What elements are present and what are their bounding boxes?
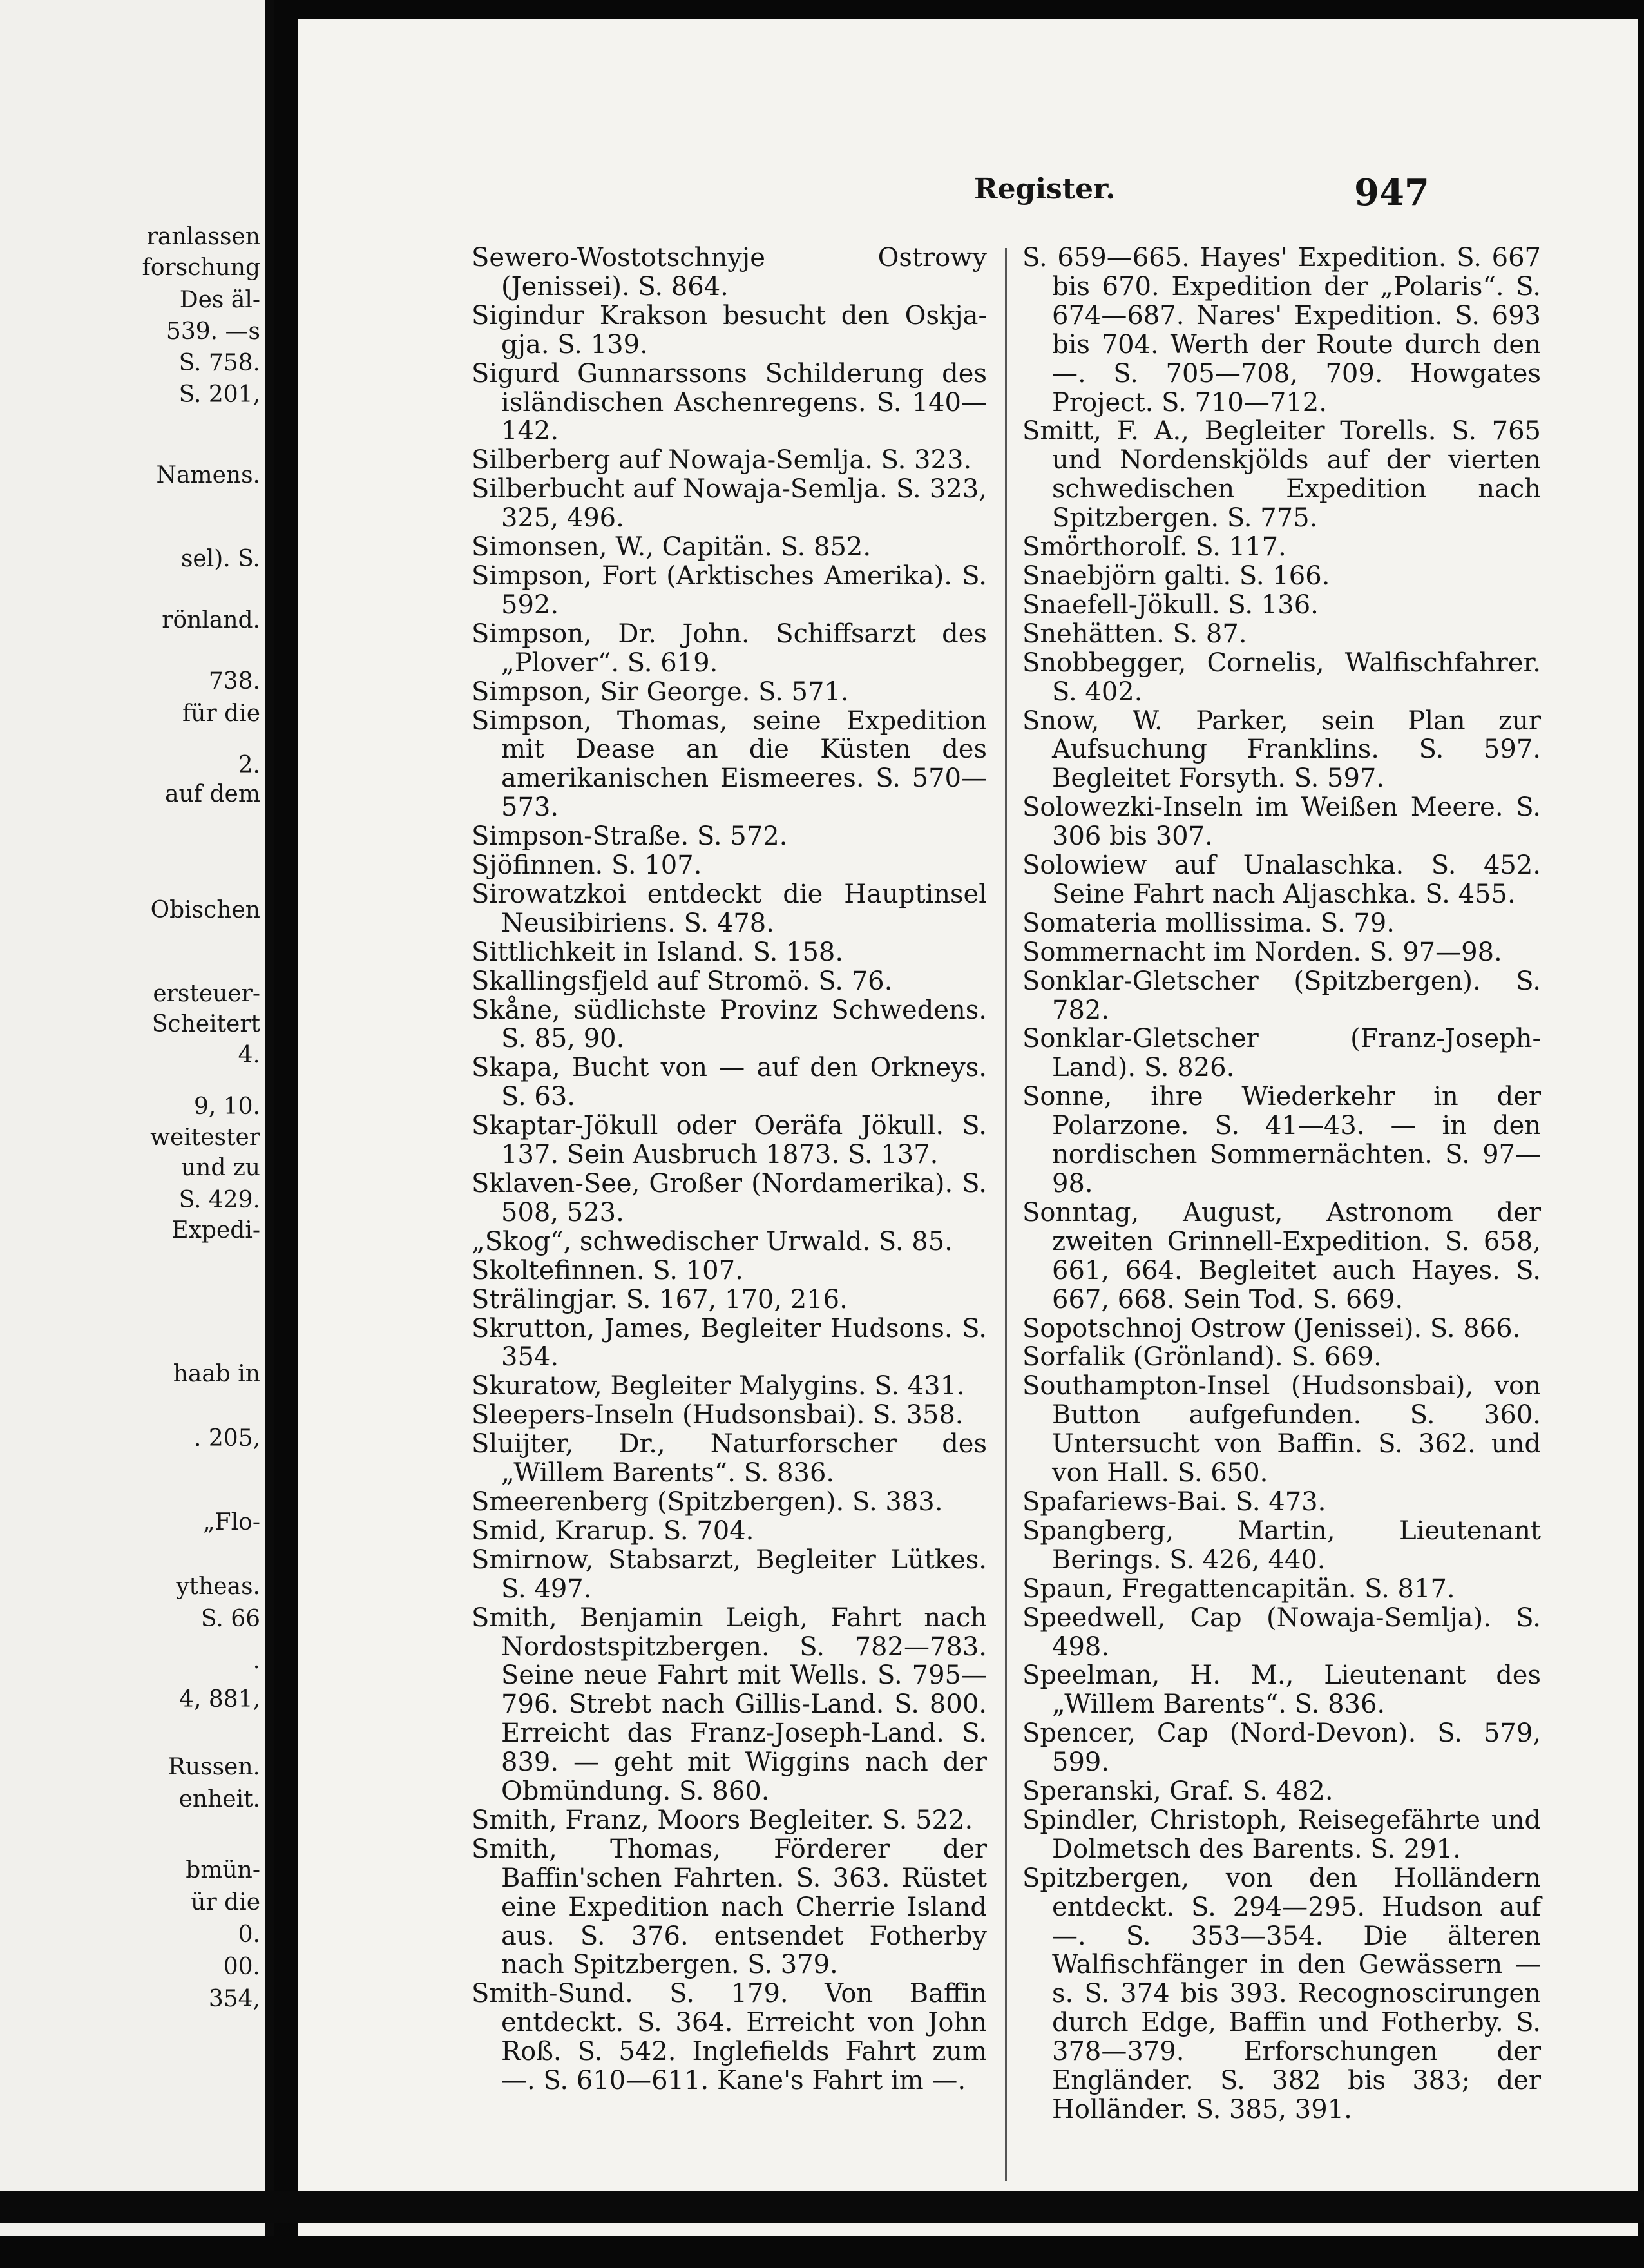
facing-page-text: „Flo- [203,1509,260,1535]
index-entry: Sonne, ihre Wiederkehr in der Polarzone. S. 41—43. — in den nordischen Sommernächten. S. 97—98. [1022,1082,1541,1198]
index-entry: Speranski, Graf. S. 482. [1022,1776,1333,1807]
index-entry: Spangberg, Martin, Lieutenant Berings. S. 426, 440. [1022,1515,1541,1575]
index-entry: Sirowatzkoi entdeckt die Hauptinsel Neusibiriens. S. 478. [472,879,987,938]
index-entry: Simonsen, W., Capitän. S. 852. [472,532,872,562]
index-entry: Sewero-Wostotschnyje Ostrowy (Jenissei). S. 864. [472,243,987,302]
facing-page-text: Scheitert [151,1011,260,1037]
index-entry: Simpson, Fort (Arktisches Amerika). S. 592. [472,561,987,620]
index-column-right [1022,244,1541,2124]
index-entry: Simpson-Straße. S. 572. [472,822,788,852]
facing-page-text: ersteuer- [153,981,260,1007]
facing-page-text: 00. [223,1954,260,1980]
index-entry: Sommernacht im Norden. S. 97—98. [1022,937,1502,967]
index-entry: Smid, Krarup. S. 704. [472,1515,754,1546]
index-entry: Smirnow, Stabsarzt, Begleiter Lütkes. S. 497. [472,1544,987,1604]
index-entry: Spindler, Christoph, Reisegefährte und Dolmetsch des Barents. S. 291. [1022,1805,1541,1864]
index-entry: Sluijter, Dr., Naturforscher des „Willem Barents“. S. 836. [472,1429,987,1488]
facing-page-text: 738. [208,668,260,695]
index-entry: „Skog“, schwedischer Urwald. S. 85. [472,1226,953,1256]
index-entry: Snow, W. Parker, sein Plan zur Aufsuchung Franklins. S. 597. Begleitet Forsyth. S. 597. [1022,706,1541,794]
index-entry: Sleepers-Inseln (Hudsonsbai). S. 358. [472,1400,964,1430]
index-entry: Skaptar-Jökull oder Oeräfa Jökull. S. 137. Sein Ausbruch 1873. S. 137. [472,1111,987,1170]
index-entry: Solowiew auf Unalaschka. S. 452. Seine Fahrt nach Aljaschka. S. 455. [1022,850,1541,909]
index-entry: Smith, Benjamin Leigh, Fahrt nach Nordostspitzbergen. S. 782—783. Seine neue Fahrt mit Wells. S. 795—796. Strebt nach Gillis-Land. S. 800. Erreicht das Franz-Joseph-Land. S. 839. — geht mit Wiggins nach der Obmündung. S. 860. [472,1602,987,1807]
facing-page-text: und zu [180,1155,260,1181]
index-entry: Snobbegger, Cornelis, Walfischfahrer. S. 402. [1022,648,1541,707]
index-column-left [472,244,987,2095]
facing-page-text: Russen. [167,1754,260,1780]
index-entry: Sigindur Krakson besucht den Oskja-gja. S. 139. [472,300,987,360]
facing-page-text: für die [182,700,260,727]
index-entry: Snaebjörn galti. S. 166. [1022,561,1330,591]
facing-page-text: enheit. [178,1786,260,1812]
facing-page-text: Des äl- [179,287,260,313]
facing-page-text: . [253,1648,260,1674]
facing-page-text: sel). S. [180,546,260,572]
index-entry: Skuratow, Begleiter Malygins. S. 431. [472,1371,965,1401]
index-entry: Speedwell, Cap (Nowaja-Semlja). S. 498. [1022,1602,1541,1662]
index-entry: Simpson, Sir George. S. 571. [472,677,849,707]
facing-page-text: S. 429. [178,1187,260,1213]
index-entry: Sigurd Gunnarssons Schilderung des isländischen Aschenregens. S. 140—142. [472,358,987,447]
facing-page-text: S. 201, [178,381,260,408]
index-entry: Spafariews-Bai. S. 473. [1022,1486,1326,1517]
index-entry: Solowezki-Inseln im Weißen Meere. S. 306 bis 307. [1022,793,1541,852]
index-entry: Simpson, Thomas, seine Expedition mit Dease an die Küsten des amerikanischen Eismeeres. S. 570—573. [472,706,987,823]
facing-page-text: S. 66 [200,1606,260,1632]
index-entry: Skoltefinnen. S. 107. [472,1255,743,1285]
facing-page-text: Namens. [156,462,260,488]
index-entry: Snehätten. S. 87. [1022,619,1247,649]
page-number: 947 [1354,171,1429,214]
facing-page-text: haab in [173,1361,260,1387]
facing-page-text: forschung [142,255,260,281]
index-entry: Smitt, F. A., Begleiter Torells. S. 765 und Nordenskjölds auf der vierten schwedischen Expedition nach Spitzbergen. S. 775. [1022,416,1541,533]
index-entry: Sklaven-See, Großer (Nordamerika). S. 508, 523. [472,1169,987,1227]
index-entry: Sjöfinnen. S. 107. [472,850,702,881]
facing-page-text: 4. [238,1042,260,1068]
facing-page-text: 4, 881, [179,1686,260,1713]
index-entry: Smeerenberg (Spitzbergen). S. 383. [472,1486,943,1517]
index-entry: Spaun, Fregattencapitän. S. 817. [1022,1573,1455,1604]
index-entry: Spitzbergen, von den Holländern entdeckt. S. 294—295. Hudson auf —. S. 353—354. Die älteren Walfischfänger in den Gewässern —s. S. 374 bis 393. Recognoscirungen durch Edge, Baffin und Fotherby. S. 378—379. Erforschungen der Engländer. S. 382 bis 383; der Holländer. S. 385, 391. [1022,1863,1541,2124]
facing-page-fragment [0,0,274,2236]
facing-page-text: bmün- [186,1857,260,1883]
facing-page-text: Obischen [150,897,260,923]
index-entry: Spencer, Cap (Nord-Devon). S. 579, 599. [1022,1718,1541,1778]
index-entry: Skallingsfjeld auf Stromö. S. 76. [472,966,893,996]
index-entry: Skapa, Bucht von — auf den Orkneys. S. 63. [472,1053,987,1112]
index-entry: Smith, Franz, Moors Begleiter. S. 522. [472,1805,973,1835]
index-entry: Speelman, H. M., Lieutenant des „Willem Barents“. S. 836. [1022,1660,1541,1720]
index-entry: S. 659—665. Hayes' Expedition. S. 667 bis 670. Expedition der „Polaris“. S. 674—687. Nares' Expedition. S. 693 bis 704. Werth der Route durch den —. S. 705—708, 709. Howgates Project. S. 710—712. [1022,243,1541,418]
facing-page-text: S. 758. [178,350,260,376]
index-entry: Skåne, südlichste Provinz Schwedens. S. 85, 90. [472,995,987,1054]
index-entry: Sonntag, August, Astronom der zweiten Grinnell-Expedition. S. 658, 661, 664. Begleitet auch Hayes. S. 667, 668. Sein Tod. S. 669. [1022,1197,1541,1314]
facing-page-text: rönland. [162,607,260,633]
facing-page-text: 539. —s [166,318,260,345]
index-entry: Somateria mollissima. S. 79. [1022,908,1395,938]
index-entry: Silberbucht auf Nowaja-Semlja. S. 323, 325, 496. [472,474,987,533]
index-entry: Sorfalik (Grönland). S. 669. [1022,1342,1382,1372]
index-entry: Skrutton, James, Begleiter Hudsons. S. 354. [472,1313,987,1372]
facing-page-text: 0. [238,1921,260,1948]
running-header: Register. [974,173,1116,206]
facing-page-text: Expedi- [171,1217,260,1244]
index-entry: Sittlichkeit in Island. S. 158. [472,937,844,967]
index-entry: Smith, Thomas, Förderer der Baffin'schen Fahrten. S. 363. Rüstet eine Expedition nach Cherrie Island aus. S. 376. entsendet Fotherby nach Spitzbergen. S. 379. [472,1834,987,1980]
index-entry: Sonklar-Gletscher (Spitzbergen). S. 782. [1022,966,1541,1025]
facing-page-text: . 205, [193,1425,260,1452]
index-entry: Smith-Sund. S. 179. Von Baffin entdeckt. S. 364. Erreicht von John Roß. S. 542. Inglefields Fahrt zum —. S. 610—611. Kane's Fahrt im —. [472,1979,987,2096]
index-entry: Simpson, Dr. John. Schiffsarzt des „Plover“. S. 619. [472,619,987,678]
index-entry: Silberberg auf Nowaja-Semlja. S. 323. [472,445,972,476]
facing-page-text: ranlassen [146,224,260,250]
facing-page-text: ür die [191,1889,260,1916]
book-page [298,19,1638,2236]
facing-page-text: ytheas. [176,1573,260,1600]
facing-page-text: auf dem [165,781,260,807]
index-entry: Southampton-Insel (Hudsonsbai), von Button aufgefunden. S. 360. Untersucht von Baffin. S. 362. und von Hall. S. 650. [1022,1371,1541,1488]
facing-page-text: 354, [208,1986,260,2012]
facing-page-text: weitester [150,1124,260,1151]
index-entry: Smörthorolf. S. 117. [1022,532,1286,562]
index-entry: Sopotschnoj Ostrow (Jenissei). S. 866. [1022,1313,1521,1343]
facing-page-text: 2. [238,752,260,778]
index-entry: Strälingjar. S. 167, 170, 216. [472,1284,848,1314]
index-entry: Sonklar-Gletscher (Franz-Joseph-Land). S. 826. [1022,1024,1541,1083]
page-bottom-edge [0,2191,1644,2223]
column-divider [1005,248,1007,2181]
facing-page-text: 9, 10. [193,1093,260,1120]
index-entry: Snaefell-Jökull. S. 136. [1022,590,1319,620]
